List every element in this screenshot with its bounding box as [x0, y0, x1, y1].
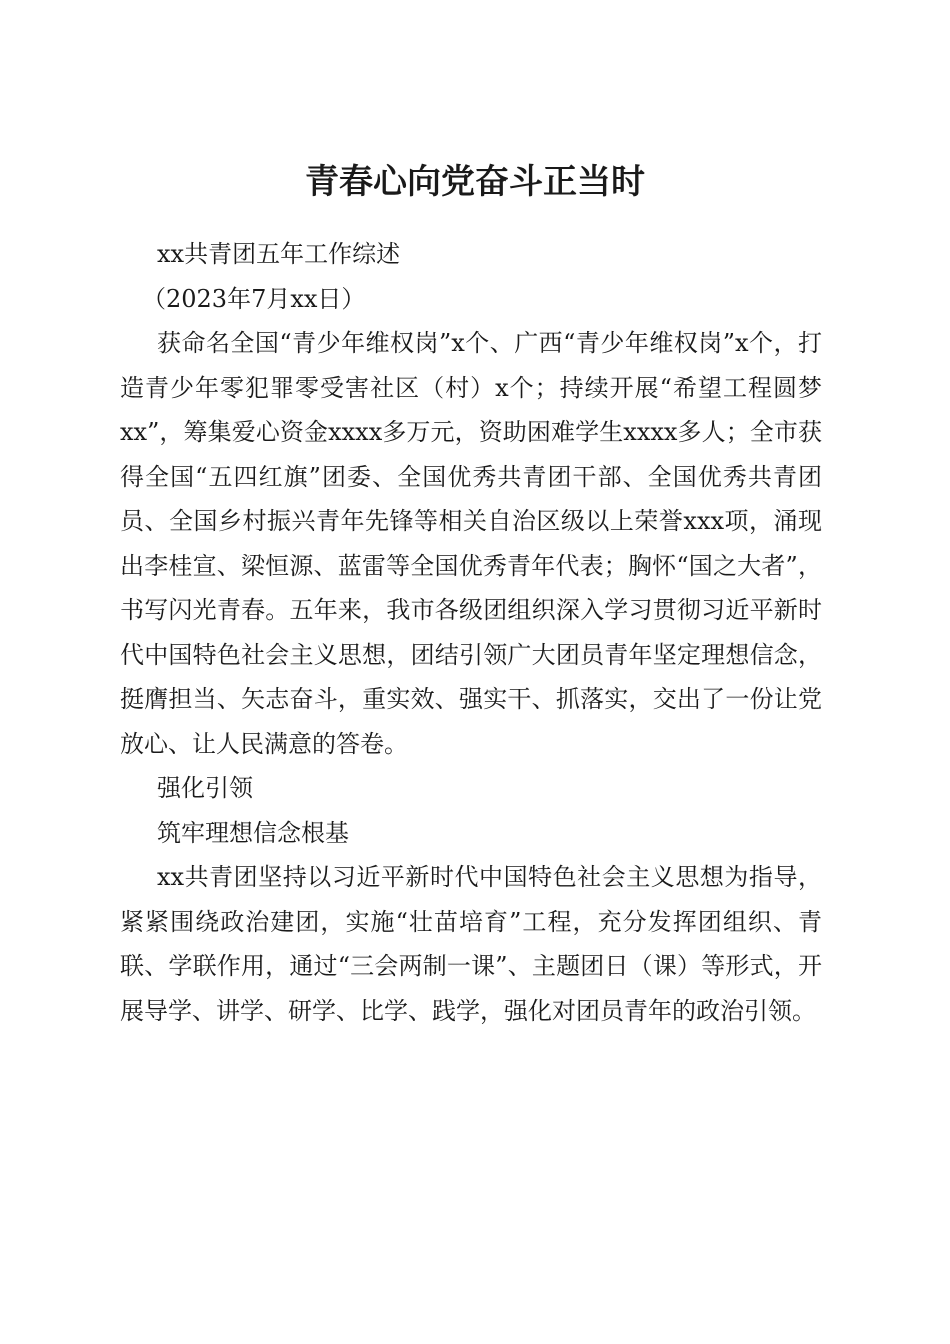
section-subheading: 筑牢理想信念根基	[157, 818, 349, 847]
body-paragraph-guidance: xx共青团坚持以习近平新时代中国特色社会主义思想为指导，紧紧围绕政治建团，实施“壮苗培育”工程，充分发挥团组织、青联、学联作用，通过“三会两制一课”、主题团日（课）等形式，开展导学、讲学、研学、比学、践学，强化对团员青年的政治引领。	[120, 863, 822, 1025]
date-paragraph: （2023年7月xx日）	[142, 284, 366, 313]
document-body	[120, 232, 822, 1033]
subtitle-paragraph: xx共青团五年工作综述	[157, 240, 401, 268]
section-heading: 强化引领	[157, 774, 253, 802]
document-title: 青春心向党奋斗正当时	[305, 161, 645, 202]
body-paragraph-achievements: 获命名全国“青少年维权岗”x个、广西“青少年维权岗”x个，打造青少年零犯罪零受害社区（村）x个；持续开展“希望工程圆梦xx”，筹集爱心资金xxxx多万元，资助困难学生xxxx多人；全市获得全国“五四红旗”团委、全国优秀共青团干部、全国优秀共青团员、全国乡村振兴青年先锋等相关自治区级以上荣誉xxx项，涌现出李桂宣、梁恒源、蓝雷等全国优秀青年代表；胸怀“国之大者”，书写闪光青春。五年来，我市各级团组织深入学习贯彻习近平新时代中国特色社会主义思想，团结引领广大团员青年坚定理想信念，挺膺担当、矢志奋斗，重实效、强实干、抓落实，交出了一份让党放心、让人民满意的答卷。	[120, 329, 822, 758]
